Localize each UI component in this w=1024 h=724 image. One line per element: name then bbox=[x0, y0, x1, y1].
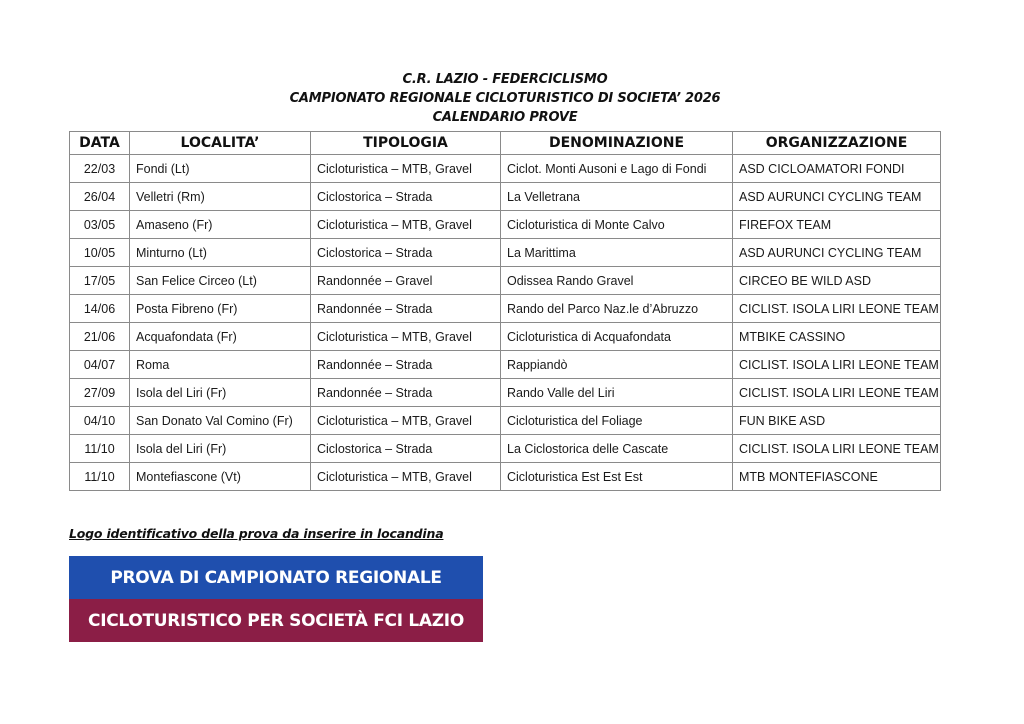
cell-localita: San Felice Circeo (Lt) bbox=[130, 267, 311, 295]
cell-organizzazione: FIREFOX TEAM bbox=[733, 211, 941, 239]
document-header bbox=[0, 70, 1010, 127]
header-championship: CAMPIONATO REGIONALE CICLOTURISTICO DI SOCIETA’ 2026 bbox=[289, 91, 721, 106]
cell-tipologia: Cicloturistica – MTB, Gravel bbox=[311, 211, 501, 239]
cell-denominazione: Rando del Parco Naz.le d’Abruzzo bbox=[501, 295, 733, 323]
cell-data: 11/10 bbox=[70, 435, 130, 463]
cell-tipologia: Ciclostorica – Strada bbox=[311, 183, 501, 211]
table-row bbox=[70, 295, 941, 323]
cell-denominazione: La Ciclostorica delle Cascate bbox=[501, 435, 733, 463]
cell-localita: Acquafondata (Fr) bbox=[130, 323, 311, 351]
cell-denominazione: Ciclot. Monti Ausoni e Lago di Fondi bbox=[501, 155, 733, 183]
cell-data: 14/06 bbox=[70, 295, 130, 323]
cell-tipologia: Ciclostorica – Strada bbox=[311, 435, 501, 463]
cell-tipologia: Randonnée – Strada bbox=[311, 379, 501, 407]
column-header-tipologia: TIPOLOGIA bbox=[311, 132, 501, 155]
cell-localita: Posta Fibreno (Fr) bbox=[130, 295, 311, 323]
cell-organizzazione: ASD AURUNCI CYCLING TEAM bbox=[733, 183, 941, 211]
cell-tipologia: Randonnée – Strada bbox=[311, 295, 501, 323]
championship-logo bbox=[69, 556, 483, 642]
column-header-localita: LOCALITA’ bbox=[130, 132, 311, 155]
cell-denominazione: Cicloturistica Est Est Est bbox=[501, 463, 733, 491]
cell-denominazione: La Marittima bbox=[501, 239, 733, 267]
table-row bbox=[70, 155, 941, 183]
cell-tipologia: Cicloturistica – MTB, Gravel bbox=[311, 155, 501, 183]
header-calendar: CALENDARIO PROVE bbox=[432, 110, 578, 125]
cell-data: 22/03 bbox=[70, 155, 130, 183]
cell-denominazione: Rappiandò bbox=[501, 351, 733, 379]
cell-organizzazione: ASD AURUNCI CYCLING TEAM bbox=[733, 239, 941, 267]
cell-data: 17/05 bbox=[70, 267, 130, 295]
cell-localita: Minturno (Lt) bbox=[130, 239, 311, 267]
cell-organizzazione: MTBIKE CASSINO bbox=[733, 323, 941, 351]
cell-data: 11/10 bbox=[70, 463, 130, 491]
cell-denominazione: Cicloturistica di Monte Calvo bbox=[501, 211, 733, 239]
cell-tipologia: Cicloturistica – MTB, Gravel bbox=[311, 407, 501, 435]
cell-denominazione: Cicloturistica del Foliage bbox=[501, 407, 733, 435]
cell-localita: Velletri (Rm) bbox=[130, 183, 311, 211]
table-row bbox=[70, 407, 941, 435]
table-row bbox=[70, 239, 941, 267]
cell-denominazione: Odissea Rando Gravel bbox=[501, 267, 733, 295]
cell-denominazione: Cicloturistica di Acquafondata bbox=[501, 323, 733, 351]
cell-tipologia: Randonnée – Gravel bbox=[311, 267, 501, 295]
table-header-row bbox=[70, 132, 941, 155]
cell-data: 21/06 bbox=[70, 323, 130, 351]
cell-organizzazione: FUN BIKE ASD bbox=[733, 407, 941, 435]
cell-data: 03/05 bbox=[70, 211, 130, 239]
cell-data: 27/09 bbox=[70, 379, 130, 407]
cell-localita: Isola del Liri (Fr) bbox=[130, 435, 311, 463]
cell-data: 04/10 bbox=[70, 407, 130, 435]
table-row bbox=[70, 267, 941, 295]
cell-tipologia: Randonnée – Strada bbox=[311, 351, 501, 379]
cell-denominazione: La Velletrana bbox=[501, 183, 733, 211]
cell-organizzazione: CICLIST. ISOLA LIRI LEONE TEAM bbox=[733, 295, 941, 323]
cell-denominazione: Rando Valle del Liri bbox=[501, 379, 733, 407]
cell-organizzazione: CICLIST. ISOLA LIRI LEONE TEAM bbox=[733, 435, 941, 463]
cell-data: 26/04 bbox=[70, 183, 130, 211]
cell-organizzazione: CIRCEO BE WILD ASD bbox=[733, 267, 941, 295]
cell-data: 10/05 bbox=[70, 239, 130, 267]
cell-localita: Montefiascone (Vt) bbox=[130, 463, 311, 491]
cell-tipologia: Ciclostorica – Strada bbox=[311, 239, 501, 267]
cell-tipologia: Cicloturistica – MTB, Gravel bbox=[311, 463, 501, 491]
table-row bbox=[70, 323, 941, 351]
table-row bbox=[70, 183, 941, 211]
cell-tipologia: Cicloturistica – MTB, Gravel bbox=[311, 323, 501, 351]
cell-organizzazione: CICLIST. ISOLA LIRI LEONE TEAM bbox=[733, 379, 941, 407]
calendar-table bbox=[69, 131, 941, 491]
table-row bbox=[70, 463, 941, 491]
column-header-denominazione: DENOMINAZIONE bbox=[501, 132, 733, 155]
table-row bbox=[70, 379, 941, 407]
cell-localita: Isola del Liri (Fr) bbox=[130, 379, 311, 407]
column-header-organizzazione: ORGANIZZAZIONE bbox=[733, 132, 941, 155]
cell-localita: San Donato Val Comino (Fr) bbox=[130, 407, 311, 435]
column-header-data: DATA bbox=[70, 132, 130, 155]
table-row bbox=[70, 435, 941, 463]
cell-localita: Roma bbox=[130, 351, 311, 379]
cell-organizzazione: MTB MONTEFIASCONE bbox=[733, 463, 941, 491]
cell-organizzazione: CICLIST. ISOLA LIRI LEONE TEAM bbox=[733, 351, 941, 379]
cell-organizzazione: ASD CICLOAMATORI FONDI bbox=[733, 155, 941, 183]
table-body bbox=[70, 155, 941, 491]
table-row bbox=[70, 211, 941, 239]
logo-caption: Logo identificativo della prova da inserire in locandina bbox=[69, 526, 444, 541]
header-federation: C.R. LAZIO - FEDERCICLISMO bbox=[402, 72, 608, 87]
cell-localita: Amaseno (Fr) bbox=[130, 211, 311, 239]
cell-localita: Fondi (Lt) bbox=[130, 155, 311, 183]
table-row bbox=[70, 351, 941, 379]
logo-bottom-band: CICLOTURISTICO PER SOCIETÀ FCI LAZIO bbox=[69, 599, 483, 642]
cell-data: 04/07 bbox=[70, 351, 130, 379]
logo-top-band: PROVA DI CAMPIONATO REGIONALE bbox=[69, 556, 483, 599]
